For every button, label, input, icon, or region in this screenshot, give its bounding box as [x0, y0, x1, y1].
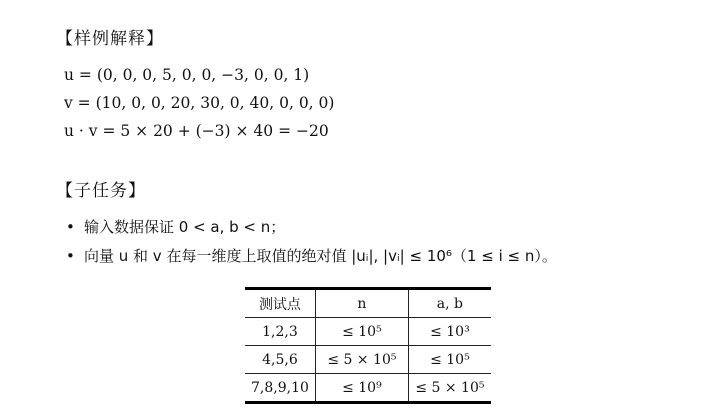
table-header-row — [245, 289, 491, 318]
table-row — [245, 318, 491, 346]
table-cell: ≤ 5 × 10⁵ — [315, 346, 408, 374]
table-cell: ≤ 10⁵ — [408, 346, 491, 374]
subtask-table — [245, 287, 491, 404]
section-title-sample-explanation: 【样例解释】 — [56, 29, 164, 49]
section-title-subtasks: 【子任务】 — [56, 181, 146, 201]
table-cell: ≤ 5 × 10⁵ — [408, 374, 491, 403]
bullet-text: 向量 u 和 v 在每一维度上取值的绝对值 |uᵢ|, |vᵢ| ≤ 10⁶（1 ≤ i ≤ n）。 — [84, 247, 557, 265]
equation-v: v = (10, 0, 0, 20, 30, 0, 40, 0, 0, 0) — [64, 94, 335, 112]
list-item — [66, 216, 285, 237]
table-row — [245, 346, 491, 374]
table-cell: ≤ 10³ — [408, 318, 491, 346]
equation-dot-product: u · v = 5 × 20 + (−3) × 40 = −20 — [64, 122, 329, 140]
table-cell: 7,8,9,10 — [245, 374, 315, 403]
header-a-b: a, b — [408, 289, 491, 318]
table-row — [245, 374, 491, 403]
bullet-icon: • — [66, 218, 75, 236]
table-cell: ≤ 10⁹ — [315, 374, 408, 403]
header-n: n — [315, 289, 408, 318]
table-cell: 1,2,3 — [245, 318, 315, 346]
bullet-icon: • — [66, 247, 75, 265]
header-test-points: 测试点 — [245, 289, 315, 318]
list-item — [66, 245, 557, 266]
equation-u: u = (0, 0, 0, 5, 0, 0, −3, 0, 0, 1) — [64, 66, 310, 84]
table-cell: 4,5,6 — [245, 346, 315, 374]
bullet-text: 输入数据保证 0 < a, b < n； — [84, 218, 286, 236]
table-cell: ≤ 10⁵ — [315, 318, 408, 346]
